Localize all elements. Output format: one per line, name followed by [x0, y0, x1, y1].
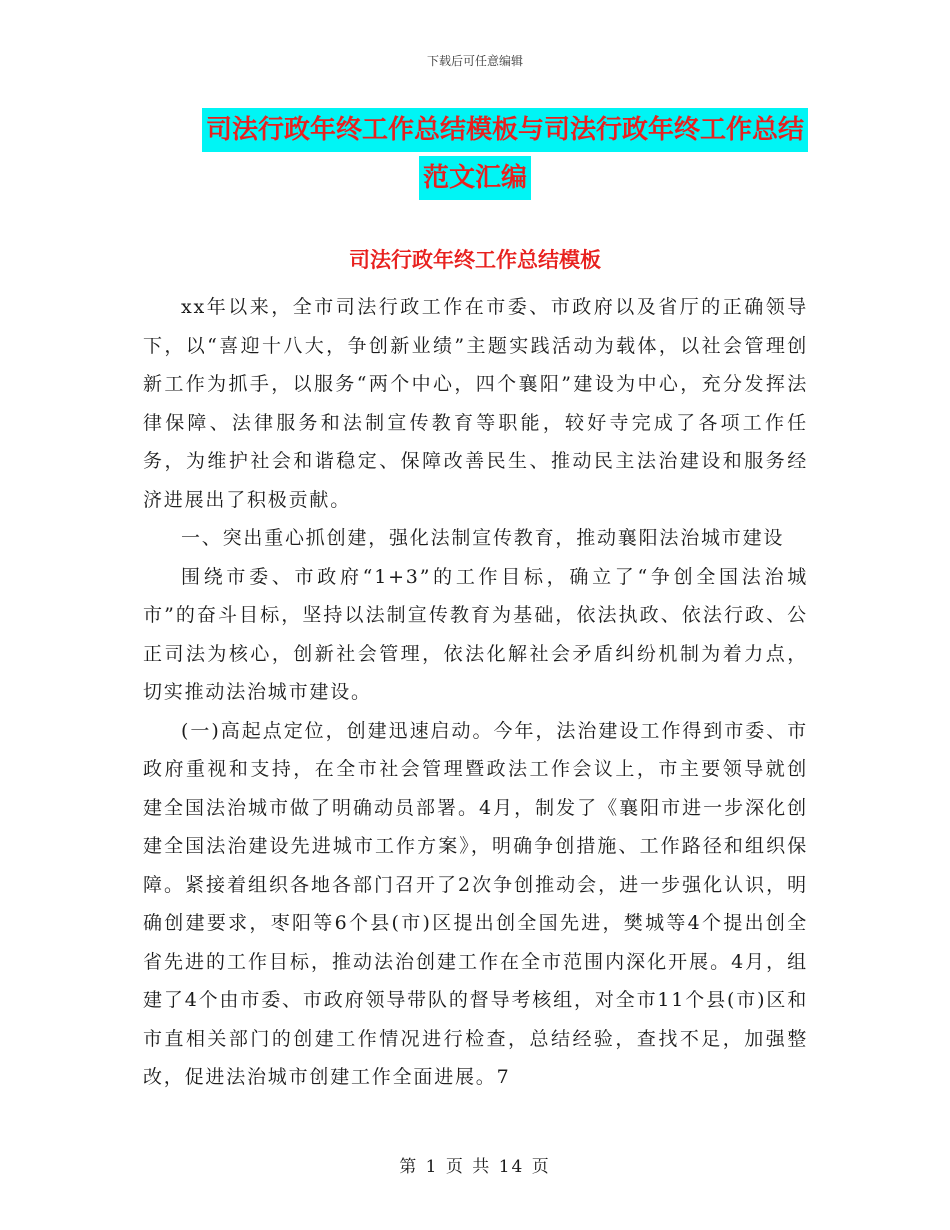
- document-title: [0, 108, 950, 200]
- body-paragraph-4: (一)高起点定位，创建迅速启动。今年，法治建设工作得到市委、市政府重视和支持，在全市社会管理暨政法工作会议上，市主要领导就创建全国法治城市做了明确动员部署。4月，制发了《襄阳市进一步深化创建全国法治建设先进城市工作方案》，明确争创措施、工作路径和组织保障。紧接着组织各地各部门召开了2次争创推动会，进一步强化认识，明确创建要求，枣阳等6个县(市)区提出创全国先进，樊城等4个提出创全省先进的工作目标，推动法治创建工作在全市范围内深化开展。4月，组建了4个由市委、市政府领导带队的督导考核组，对全市11个县(市)区和市直相关部门的创建工作情况进行检查，总结经验，查找不足，加强整改，促进法治城市创建工作全面进展。7: [143, 719, 808, 1088]
- page-header-note: 下载后可任意编辑: [426, 54, 523, 68]
- section-heading: 司法行政年终工作总结模板: [349, 248, 601, 272]
- document-title-line-2: 范文汇编: [419, 156, 531, 200]
- body-paragraph-1: xx年以来，全市司法行政工作在市委、市政府以及省厅的正确领导下，以“喜迎十八大，争创新业绩”主题实践活动为载体，以社会管理创新工作为抓手，以服务“两个中心，四个襄阳”建设为中心，充分发挥法律保障、法律服务和法制宣传教育等职能，较好寺完成了各项工作任务，为维护社会和谐稳定、保障改善民生、推动民主法治建设和服务经济进展出了积极贡献。: [143, 296, 808, 511]
- body-paragraph-3: 围绕市委、市政府“1+3”的工作目标，确立了“争创全国法治城市”的奋斗目标，坚持以法制宣传教育为基础，依法执政、依法行政、公正司法为核心，创新社会管理，依法化解社会矛盾纠纷机制为着力点，切实推动法治城市建设。: [143, 565, 808, 703]
- body-paragraph-2: 一、突出重心抓创建，强化法制宣传教育，推动襄阳法治城市建设: [181, 527, 785, 549]
- page-number: 第 1 页 共 14 页: [399, 1157, 551, 1177]
- document-body: [143, 288, 808, 1097]
- document-title-line-1: 司法行政年终工作总结模板与司法行政年终工作总结: [202, 108, 808, 152]
